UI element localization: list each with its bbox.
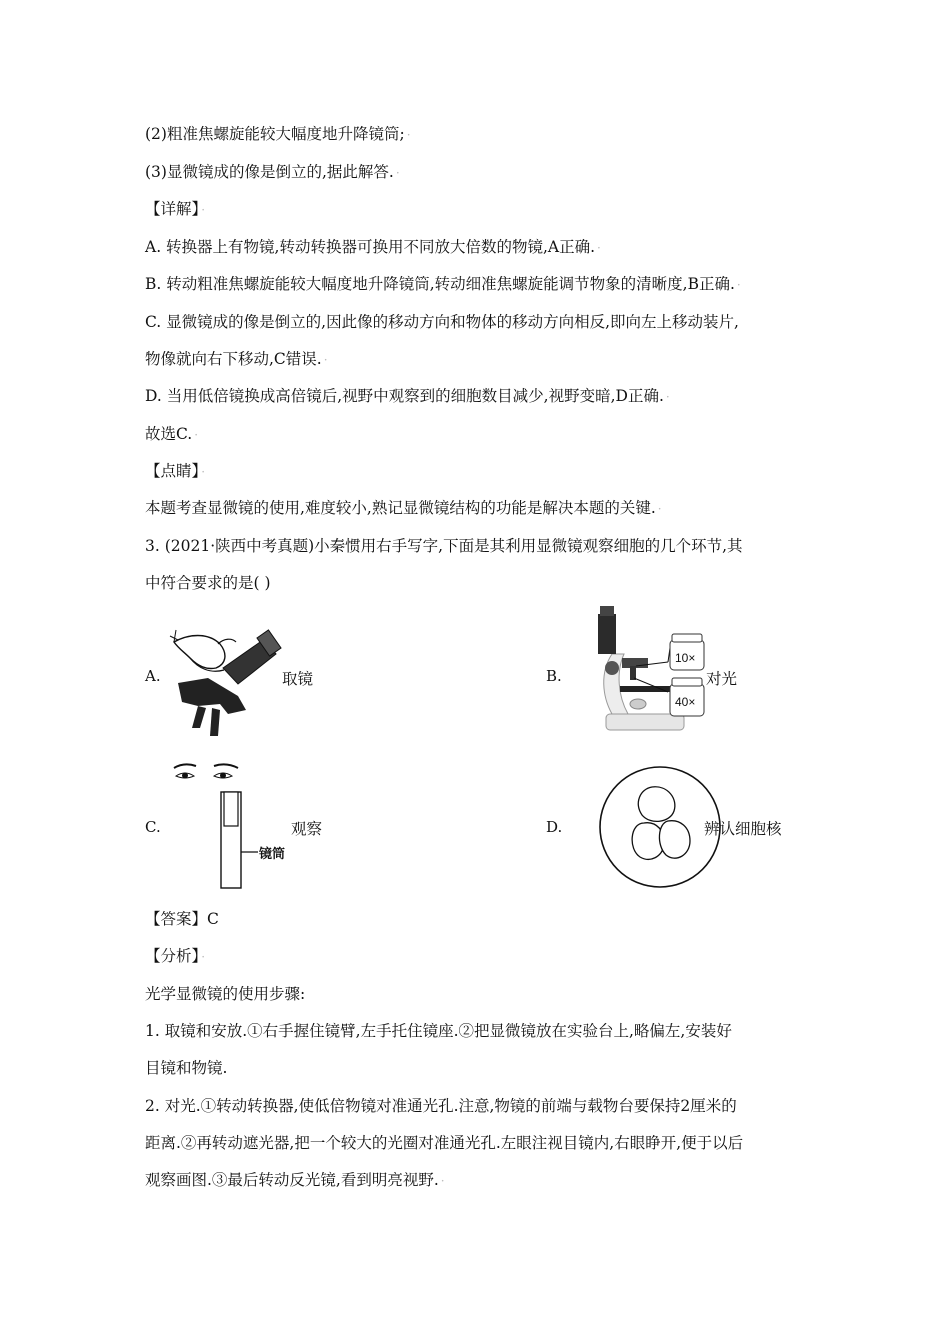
- hand-holding-microscope-image: [168, 628, 288, 740]
- text-line: 故选C. ·: [145, 425, 199, 443]
- question-text: 中符合要求的是( ): [145, 574, 271, 592]
- text-line: (3)显微镜成的像是倒立的,据此解答. ·: [145, 163, 400, 181]
- lens-10x-label: 10×: [675, 651, 696, 665]
- text-line: 2. 对光.①转动转换器,使低倍物镜对准通光孔.注意,物镜的前端与载物台要保持2厘米的: [145, 1097, 737, 1115]
- tube-label: 镜筒: [259, 847, 286, 862]
- text-line: 目镜和物镜.: [145, 1059, 228, 1077]
- eyes-over-tube-image: [170, 760, 300, 890]
- text-line: 距离.②再转动遮光器,把一个较大的光圈对准通光孔.左眼注视目镜内,右眼睁开,便于以后: [145, 1134, 744, 1152]
- text-line: 物像就向右下移动,C错误. ·: [145, 350, 328, 368]
- text-line: 1. 取镜和安放.①右手握住镜臂,左手托住镜座.②把显微镜放在实验台上,略偏左,安装好: [145, 1022, 732, 1040]
- question-text: 3. (2021·陕西中考真题)小秦惯用右手写字,下面是其利用显微镜观察细胞的几个环节,其: [145, 537, 743, 555]
- option-d-letter: D.: [546, 818, 563, 836]
- section-heading: 【点睛】 ·: [145, 462, 206, 480]
- option-a-letter: A.: [145, 667, 161, 685]
- section-heading: 【详解】 ·: [145, 200, 206, 218]
- text-line: C. 显微镜成的像是倒立的,因此像的移动方向和物体的移动方向相反,即向左上移动装片,: [145, 313, 739, 331]
- section-heading: 【分析】 ·: [145, 947, 206, 965]
- lens-40x-label: 40×: [675, 695, 696, 709]
- text-line: D. 当用低倍镜换成高倍镜后,视野中观察到的细胞数目减少,视野变暗,D正确. ·: [145, 387, 670, 405]
- option-b-label: 对光: [706, 670, 738, 688]
- answer-heading: 【答案】C: [145, 910, 219, 928]
- option-b-letter: B.: [546, 667, 562, 685]
- text-line: A. 转换器上有物镜,转动转换器可换用不同放大倍数的物镜,A正确. ·: [145, 238, 601, 256]
- option-d-label: 辨认细胞核: [704, 820, 782, 838]
- option-a-label: 取镜: [282, 670, 314, 688]
- text-line: 本题考查显微镜的使用,难度较小,熟记显微镜结构的功能是解决本题的关键. ·: [145, 499, 662, 517]
- text-line: 光学显微镜的使用步骤:: [145, 985, 306, 1003]
- option-c-letter: C.: [145, 818, 161, 836]
- text-line: 观察画图.③最后转动反光镜,看到明亮视野. ·: [145, 1171, 445, 1189]
- text-line: (2)粗准焦螺旋能较大幅度地升降镜筒; ·: [145, 125, 411, 143]
- option-c-label: 观察: [291, 820, 323, 838]
- text-line: B. 转动粗准焦螺旋能较大幅度地升降镜筒,转动细准焦螺旋能调节物象的清晰度,B正确. ·: [145, 275, 741, 293]
